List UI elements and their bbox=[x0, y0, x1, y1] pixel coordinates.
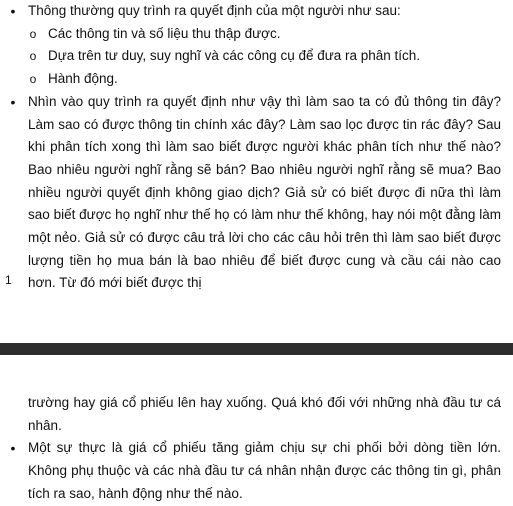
bullet-item-decision-process bbox=[10, 0, 501, 91]
document-page-2 bbox=[0, 355, 513, 499]
sub-item-analysis bbox=[29, 45, 501, 68]
bullet-marker: • bbox=[10, 440, 16, 457]
bullet-text: Một sự thực là giá cổ phiếu tăng giảm chịu sự chi phối bởi dòng tiền lớn. Không phụ thuộc và các nhà đầu tư cá nhân nhận được các thông tin gì, phân tích ra sao, hành động như thế nào. bbox=[28, 440, 501, 501]
sub-item-action bbox=[29, 68, 501, 91]
bullet-item-questions bbox=[10, 91, 501, 295]
sub-bullet-marker: o bbox=[29, 72, 37, 87]
sub-item-text: Hành động. bbox=[48, 71, 118, 87]
page-1-body bbox=[10, 0, 501, 295]
page-2-body bbox=[10, 392, 501, 506]
sub-bullet-marker: o bbox=[29, 49, 37, 64]
page-break-separator bbox=[0, 343, 513, 355]
sub-item-text: Các thông tin và số liệu thu thập được. bbox=[48, 25, 281, 41]
bullet-text: Thông thường quy trình ra quyết định của một người như sau: bbox=[28, 3, 401, 18]
sub-item-text: Dựa trên tư duy, suy nghĩ và các công cụ để đưa ra phân tích. bbox=[48, 48, 421, 64]
bullet-item-big-money bbox=[10, 437, 501, 505]
bullet-marker: • bbox=[10, 3, 16, 19]
continued-paragraph: trường hay giá cổ phiếu lên hay xuống. Quá khó đối với những nhà đầu tư cá nhân. bbox=[28, 395, 501, 433]
bullet-text: Nhìn vào quy trình ra quyết định như vậy thì làm sao ta có đủ thông tin đây? Làm sao có được thông tin chính xác đây? Làm sao lọc được tin rác đây? Sau khi phân tích xong thì làm sao biết được người khác phân tích như thế nào? Bao nhiêu người nghĩ rằng sẽ bán? Bao nhiêu người nghĩ rằng sẽ mua? Bao nhiều người quyết định không giao dịch? Giả sử có biết được đi nữa thì làm sao biết được họ nghĩ như thế họ có làm như thế không, hay nói một đằng làm một nẻo. Giả sử có được câu trả lời cho các câu hỏi trên thì làm sao biết được lượng tiền họ mua bán là bao nhiêu để biết được cung và cầu cái nào cao hơn. Từ đó mới biết được thị bbox=[28, 93, 501, 291]
bullet-marker: • bbox=[10, 93, 16, 110]
sub-list bbox=[29, 23, 501, 91]
page-number: 1 bbox=[5, 273, 12, 287]
sub-bullet-marker: o bbox=[29, 26, 37, 41]
sub-item-information bbox=[29, 23, 501, 46]
